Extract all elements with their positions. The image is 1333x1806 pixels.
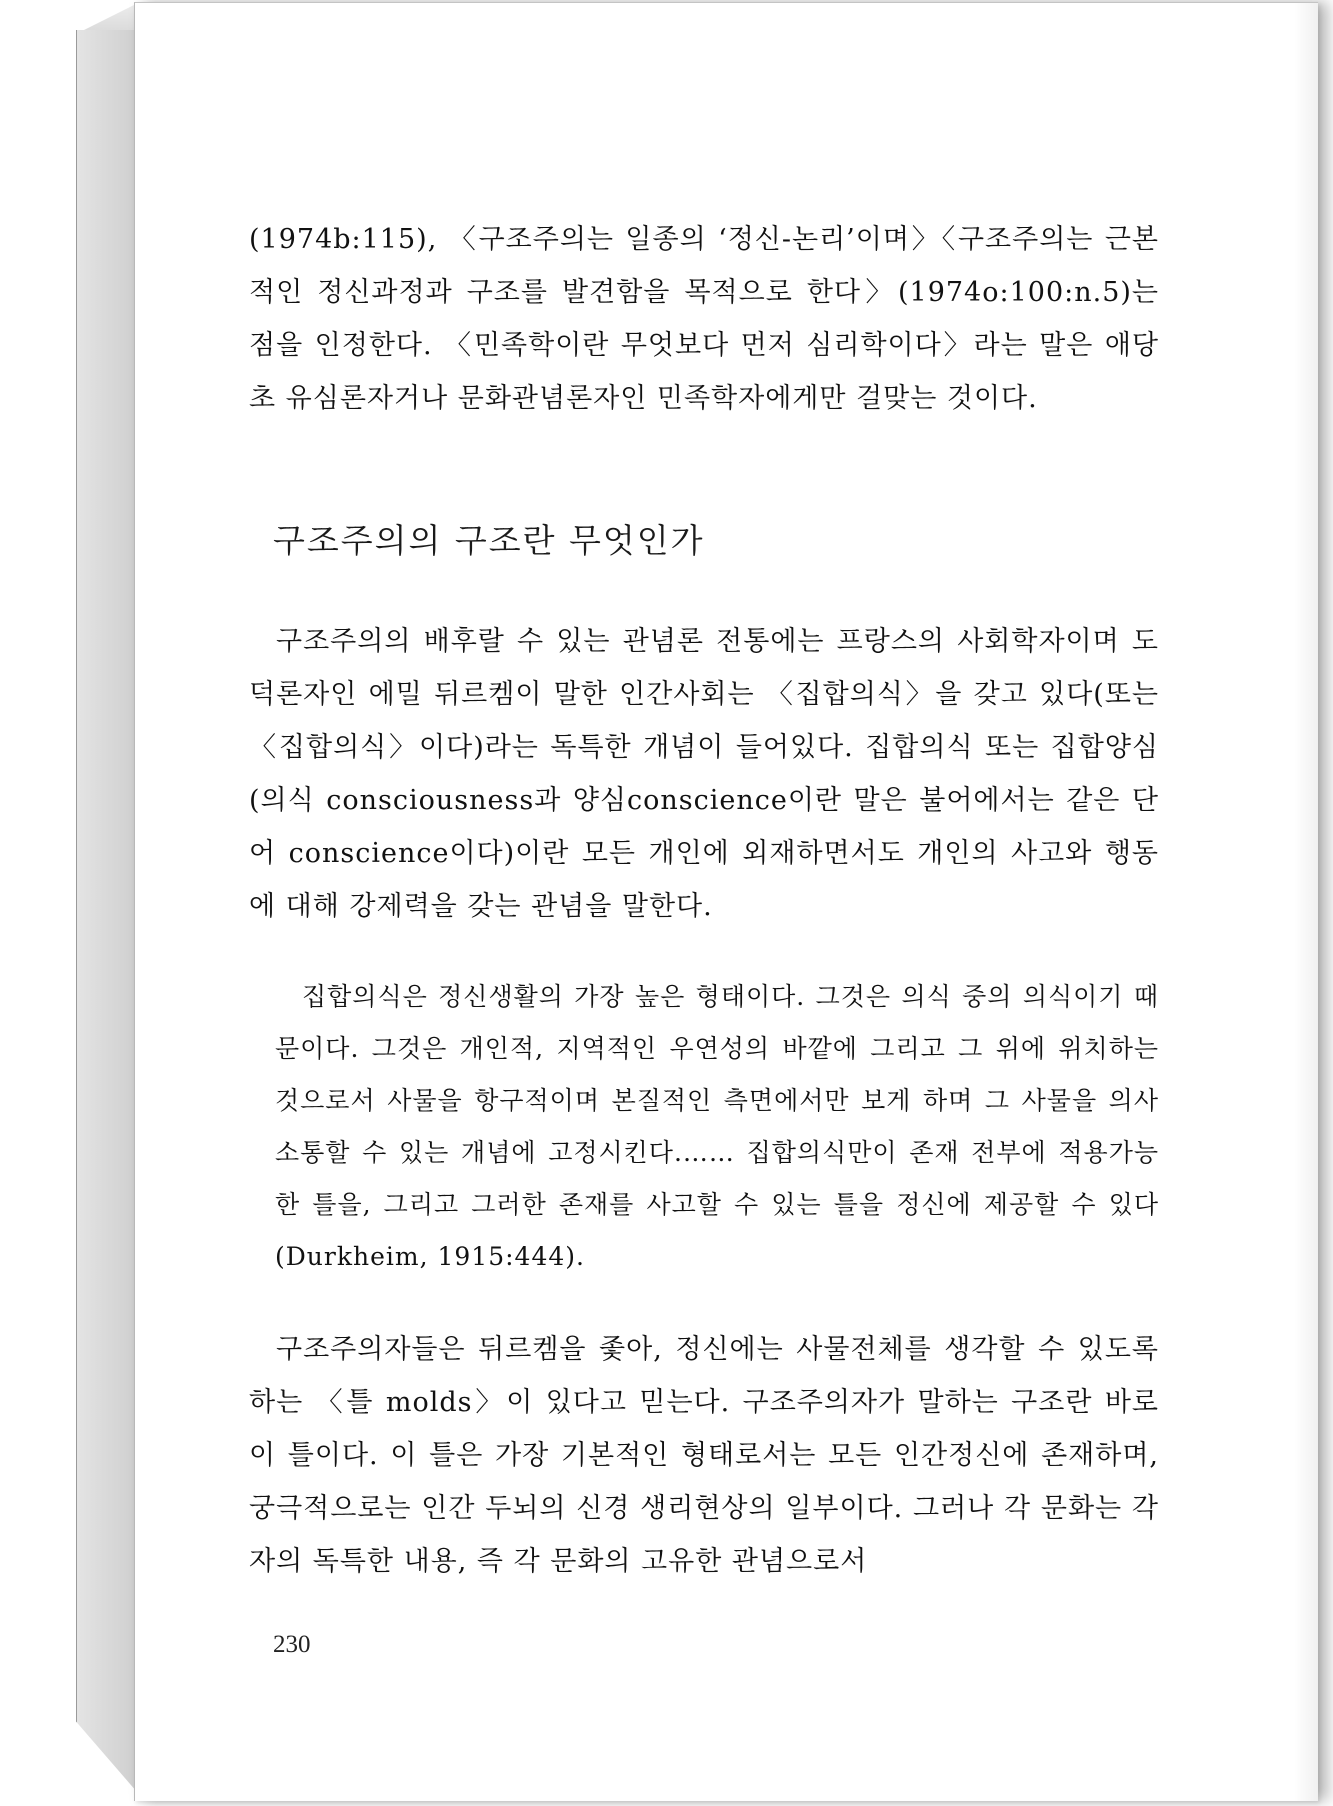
- body-paragraph-1: (1974b:115), 〈구조주의는 일종의 ‘정신-논리’이며〉〈구조주의는 근본적인 정신과정과 구조를 발견함을 목적으로 한다〉(1974o:100:n.5)는 점을 인정한다. 〈민족학이란 무엇보다 먼저 심리학이다〉라는 말은 애당초 유심론자거나 문화관념론자인 민족학자에게만 걸맞는 것이다.: [249, 224, 1159, 414]
- book-edge-top: [76, 2, 140, 34]
- body-paragraph-3: 구조주의자들은 뒤르켐을 좇아, 정신에는 사물전체를 생각할 수 있도록 하는 〈틀 molds〉이 있다고 믿는다. 구조주의자가 말하는 구조란 바로 이 틀이다. 이 틀은 가장 기본적인 형태로서는 모든 인간정신에 존재하며, 궁극적으로는 인간 두뇌의 신경 생리현상의 일부이다. 그러나 각 문화는 각자의 독특한 내용, 즉 각 문화의 고유한 관념으로서: [249, 1334, 1159, 1577]
- book-page: [134, 2, 1318, 1801]
- body-paragraph-2: 구조주의의 배후랄 수 있는 관념론 전통에는 프랑스의 사회학자이며 도덕론자인 에밀 뒤르켐이 말한 인간사회는 〈집합의식〉을 갖고 있다(또는 〈집합의식〉이다)라는 독특한 개념이 들어있다. 집합의식 또는 집합양심(의식 consciousness과 양심conscience이란 말은 불어에서는 같은 단어 conscience이다)이란 모든 개인에 외재하면서도 개인의 사고와 행동에 대해 강제력을 갖는 관념을 말한다.: [249, 626, 1159, 922]
- section-heading: 구조주의의 구조란 무엇인가: [273, 521, 705, 560]
- book-page-stack: [76, 30, 137, 1792]
- page-number: 230: [273, 1631, 311, 1658]
- block-quote: 집합의식은 정신생활의 가장 높은 형태이다. 그것은 의식 중의 의식이기 때문이다. 그것은 개인적, 지역적인 우연성의 바깥에 그리고 그 위에 위치하는 것으로서 사물을 항구적이며 본질적인 측면에서만 보게 하며 그 사물을 의사소통할 수 있는 개념에 고정시킨다.…… 집합의식만이 존재 전부에 적용가능한 틀을, 그리고 그러한 존재를 사고할 수 있는 틀을 정신에 제공할 수 있다(Durkheim, 1915:444).: [275, 982, 1159, 1271]
- page-shadow: [1294, 3, 1318, 1801]
